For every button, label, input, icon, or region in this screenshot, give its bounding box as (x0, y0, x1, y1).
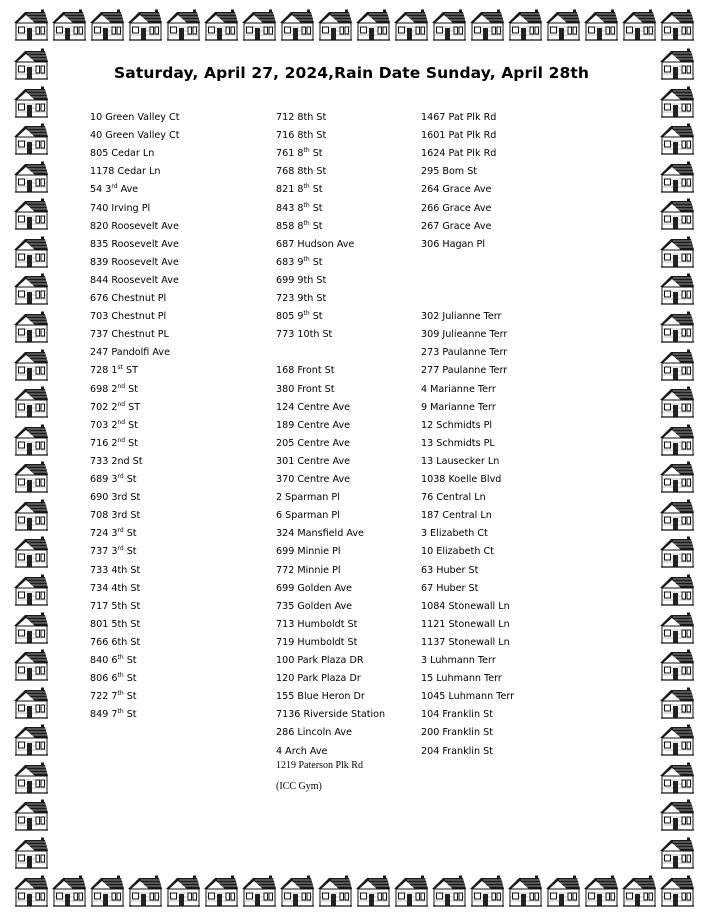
address-rest: ST (126, 365, 138, 377)
address-num: 689 (90, 474, 109, 485)
address-item: 40 Green Valley Ct (90, 130, 180, 142)
address-ord: 7 (111, 709, 118, 721)
house-icon (13, 273, 49, 305)
address-item: 1045 Luhmann Terr (421, 691, 515, 703)
house-icon (659, 349, 695, 381)
address-item: 120 Park Plaza Dr (276, 673, 361, 685)
address-item: 3 Luhmann Terr (421, 655, 496, 666)
address-sup: th (303, 255, 310, 263)
address-item (90, 399, 140, 417)
address-item (276, 200, 323, 218)
address-rest: St (312, 148, 323, 160)
address-num: 737 (90, 546, 109, 558)
house-icon (13, 837, 49, 869)
address-rest: St (312, 202, 323, 214)
house-icon (165, 875, 201, 907)
address-item: 1467 Pat Plk Rd (421, 112, 497, 123)
address-sup: rd (117, 472, 124, 480)
address-item (90, 652, 137, 670)
house-icon (13, 612, 49, 644)
address-item: 306 Hagan Pl (421, 238, 486, 250)
address-item: 309 Julieanne Terr (421, 329, 508, 341)
house-icon (13, 424, 49, 456)
house-icon (621, 875, 657, 907)
address-ord: 3 (111, 474, 118, 485)
address-sup: th (303, 219, 310, 227)
house-icon (13, 86, 49, 118)
address-item: 801 5th St (90, 618, 141, 630)
address-item: 200 Franklin St (421, 727, 493, 739)
house-icon (659, 9, 695, 41)
address-num: 54 (90, 184, 103, 196)
house-icon (13, 724, 49, 756)
address-rest: St (128, 383, 139, 395)
house-icon (13, 574, 49, 606)
address-ord: 3 (111, 528, 118, 540)
house-icon (659, 236, 695, 268)
address-sup: nd (117, 418, 126, 426)
address-sup: nd (117, 436, 126, 444)
house-icon (507, 9, 543, 41)
house-icon (13, 799, 49, 831)
address-item: 717 5th St (90, 600, 141, 612)
address-item (90, 417, 138, 435)
address-item: 733 4th St (90, 564, 141, 576)
house-icon (583, 875, 619, 907)
house-icon (13, 386, 49, 418)
house-icon (659, 875, 695, 907)
address-rest: St (312, 184, 323, 196)
address-item (90, 362, 138, 380)
address-num: 821 (276, 184, 295, 196)
address-item (90, 543, 137, 561)
address-item: 699 Golden Ave (276, 582, 353, 594)
address-item: 2 Sparman Pl (276, 492, 340, 504)
address-item: 124 Centre Ave (276, 401, 351, 413)
address-rest: St (312, 256, 323, 268)
house-icon (393, 875, 429, 907)
address-item: 699 9th St (276, 274, 327, 286)
address-sup: th (303, 147, 310, 154)
house-icon (659, 574, 695, 606)
house-icon (659, 461, 695, 493)
address-item: 773 10th St (276, 329, 333, 341)
address-rest: St (126, 546, 137, 558)
address-num: 805 (276, 311, 295, 323)
address-item: 844 Roosevelt Ave (90, 274, 179, 286)
address-item: 835 Roosevelt Ave (90, 238, 179, 250)
house-icon (127, 875, 163, 907)
address-ord: 2 (111, 401, 118, 413)
address-rest: ST (128, 401, 141, 413)
address-item: 267 Grace Ave (421, 220, 492, 232)
address-num: 722 (90, 691, 109, 703)
address-item: 712 8th St (276, 112, 327, 123)
address-item: 204 Franklin St (421, 745, 493, 757)
house-icon (659, 386, 695, 418)
address-sup: th (303, 201, 310, 209)
address-item: 7136 Riverside Station (276, 709, 386, 721)
house-icon (13, 311, 49, 343)
address-item: 713 Humboldt St (276, 618, 358, 630)
address-num: 683 (276, 256, 295, 268)
address-item: 839 Roosevelt Ave (90, 256, 179, 268)
address-rest: Ave (120, 184, 139, 196)
address-item: 189 Centre Ave (276, 419, 351, 431)
address-item: 3 Elizabeth Ct (421, 528, 488, 540)
house-icon (203, 875, 239, 907)
house-icon (659, 612, 695, 644)
address-ord: 2 (111, 419, 118, 431)
address-item (90, 525, 137, 543)
address-sup: th (303, 183, 310, 191)
address-item: 187 Central Ln (421, 510, 492, 522)
address-num: 702 (90, 401, 109, 413)
address-item: 716 8th St (276, 130, 327, 142)
address-rest: St (312, 311, 323, 323)
address-item: 302 Julianne Terr (421, 311, 502, 323)
house-icon (469, 9, 505, 41)
address-item: 380 Front St (276, 383, 335, 395)
address-num: 703 (90, 419, 109, 431)
address-item (90, 706, 137, 724)
address-item: 733 2nd St (90, 455, 143, 467)
address-item: 723 9th St (276, 293, 327, 304)
house-icon (13, 499, 49, 531)
house-icon (51, 9, 87, 41)
house-icon (659, 536, 695, 568)
address-item: 734 4th St (90, 582, 141, 594)
address-item: 63 Huber St (421, 564, 479, 576)
address-item: 301 Centre Ave (276, 455, 351, 467)
address-num: 806 (90, 673, 109, 685)
address-sup: th (303, 309, 310, 317)
address-item (90, 181, 138, 199)
address-item: 12 Schmidts Pl (421, 419, 493, 431)
address-item: 1624 Pat Plk Rd (421, 148, 497, 160)
address-item: 9 Marianne Terr (421, 401, 496, 413)
address-item: 768 8th St (276, 166, 327, 178)
house-icon (165, 9, 201, 41)
address-ord: 1 (111, 365, 118, 377)
address-item: 324 Mansfield Ave (276, 528, 364, 540)
address-num: 698 (90, 383, 109, 395)
address-sup: rd (117, 527, 124, 535)
address-item: 676 Chestnut Pl (90, 293, 167, 304)
address-item: 155 Blue Heron Dr (276, 691, 365, 703)
address-item (90, 688, 137, 706)
address-item (276, 308, 323, 326)
address-rest: St (126, 528, 137, 540)
address-item: 286 Lincoln Ave (276, 727, 352, 739)
house-icon (279, 875, 315, 907)
address-sup: th (117, 671, 124, 679)
address-item: 277 Paulanne Terr (421, 365, 508, 377)
house-icon (659, 724, 695, 756)
address-item: 15 Luhmann Terr (421, 673, 502, 685)
house-icon (659, 424, 695, 456)
address-item: 766 6th St (90, 636, 141, 648)
address-item: 205 Centre Ave (276, 437, 351, 449)
address-item: 13 Schmidts PL (421, 437, 495, 449)
address-item (90, 670, 137, 688)
address-item (90, 435, 138, 453)
house-icon (13, 875, 49, 907)
address-item: 1038 Koelle Blvd (421, 474, 502, 485)
address-item: 247 Pandolfi Ave (90, 347, 170, 359)
address-ord: 9 (297, 256, 304, 268)
address-item (90, 471, 137, 489)
address-rest: St (126, 655, 137, 666)
address-ord: 2 (111, 437, 118, 449)
address-num: 858 (276, 220, 295, 232)
address-ord: 3 (105, 184, 112, 196)
address-item: 4 Arch Ave (276, 745, 328, 757)
house-icon (51, 875, 87, 907)
address-ord: 7 (111, 691, 118, 703)
house-icon (317, 875, 353, 907)
address-item: 735 Golden Ave (276, 600, 353, 612)
address-item: 1178 Cedar Ln (90, 166, 161, 178)
address-item: 76 Central Ln (421, 492, 486, 504)
house-icon (659, 499, 695, 531)
page-title: Saturday, April 27, 2024,Rain Date Sunday, April 28th (114, 64, 589, 82)
address-ord: 8 (297, 202, 304, 214)
address-num: 849 (90, 709, 109, 721)
address-sup: nd (117, 400, 126, 408)
address-rest: St (128, 419, 139, 431)
address-rest: St (126, 709, 137, 721)
address-item: 6 Sparman Pl (276, 510, 340, 522)
house-icon (13, 236, 49, 268)
address-num: 843 (276, 202, 295, 214)
house-icon (469, 875, 505, 907)
house-icon (13, 649, 49, 681)
house-icon (659, 649, 695, 681)
address-item: 699 Minnie Pl (276, 546, 341, 558)
house-icon (13, 161, 49, 193)
address-item: 100 Park Plaza DR (276, 655, 364, 666)
address-item: 737 Chestnut PL (90, 329, 169, 341)
address-rest: St (126, 691, 137, 703)
address-item: 370 Centre Ave (276, 474, 351, 485)
house-icon (659, 198, 695, 230)
address-item: 104 Franklin St (421, 709, 493, 721)
address-rest: St (128, 437, 139, 449)
address-item: 772 Minnie Pl (276, 564, 341, 576)
address-sup: th (117, 653, 124, 661)
address-item: 273 Paulanne Terr (421, 347, 508, 359)
address-item: 805 Cedar Ln (90, 148, 155, 160)
address-ord: 2 (111, 383, 118, 395)
address-num: 724 (90, 528, 109, 540)
house-icon (659, 762, 695, 794)
address-item: 13 Lausecker Ln (421, 455, 500, 467)
address-item: 1121 Stonewall Ln (421, 618, 510, 630)
house-icon (355, 9, 391, 41)
house-icon (659, 86, 695, 118)
address-item: 266 Grace Ave (421, 202, 492, 214)
house-icon (127, 9, 163, 41)
house-icon (13, 461, 49, 493)
house-icon (13, 349, 49, 381)
house-icon (203, 9, 239, 41)
house-icon (659, 161, 695, 193)
address-item: 708 3rd St (90, 510, 141, 522)
house-icon (659, 311, 695, 343)
house-icon (431, 875, 467, 907)
address-item: 690 3rd St (90, 492, 141, 504)
house-icon (241, 9, 277, 41)
address-item: 703 Chestnut Pl (90, 311, 167, 323)
house-icon (13, 198, 49, 230)
address-num: 761 (276, 148, 295, 160)
address-item: 67 Huber St (421, 582, 479, 594)
address-item (276, 218, 323, 236)
address-item: 10 Elizabeth Ct (421, 546, 494, 558)
house-icon (659, 687, 695, 719)
house-icon (13, 762, 49, 794)
address-item: 168 Front St (276, 365, 335, 377)
address-item (90, 381, 138, 399)
house-icon (355, 875, 391, 907)
address-num: 840 (90, 655, 109, 666)
address-item (276, 145, 323, 163)
house-icon (659, 799, 695, 831)
icc-gym-note: (ICC Gym) (276, 781, 322, 792)
house-icon (89, 9, 125, 41)
address-rest: St (312, 220, 323, 232)
house-icon (507, 875, 543, 907)
address-item (276, 181, 323, 199)
address-rest: St (126, 474, 137, 485)
address-sup: rd (117, 545, 124, 553)
address-item: 820 Roosevelt Ave (90, 220, 179, 232)
house-icon (583, 9, 619, 41)
address-ord: 8 (297, 184, 304, 196)
address-sup: rd (111, 183, 118, 191)
address-sup: th (117, 690, 124, 697)
address-num: 716 (90, 437, 109, 449)
address-ord: 6 (111, 673, 118, 685)
house-icon (545, 875, 581, 907)
house-icon (621, 9, 657, 41)
house-icon (431, 9, 467, 41)
address-item: 719 Humboldt St (276, 636, 358, 648)
address-sup: th (117, 708, 124, 716)
address-ord: 9 (297, 311, 304, 323)
address-item: 264 Grace Ave (421, 184, 492, 196)
address-item: 687 Hudson Ave (276, 238, 355, 250)
house-icon (13, 687, 49, 719)
address-item: 4 Marianne Terr (421, 383, 496, 395)
address-item: 10 Green Valley Ct (90, 112, 180, 123)
paterson-address: 1219 Paterson Plk Rd (276, 760, 363, 771)
house-icon (89, 875, 125, 907)
house-icon (659, 837, 695, 869)
house-icon (393, 9, 429, 41)
house-icon (659, 123, 695, 155)
address-item: 1137 Stonewall Ln (421, 636, 510, 648)
address-item: 740 Irving Pl (90, 202, 151, 214)
address-item: 1084 Stonewall Ln (421, 600, 510, 612)
house-icon (317, 9, 353, 41)
address-ord: 6 (111, 655, 118, 666)
address-ord: 8 (297, 220, 304, 232)
address-num: 728 (90, 365, 109, 377)
house-icon (659, 273, 695, 305)
address-item (276, 254, 323, 272)
address-rest: St (126, 673, 137, 685)
address-sup: nd (117, 382, 126, 390)
house-icon (279, 9, 315, 41)
address-sup: st (117, 364, 123, 372)
house-icon (13, 9, 49, 41)
house-icon (13, 123, 49, 155)
house-icon (545, 9, 581, 41)
house-icon (13, 536, 49, 568)
address-ord: 3 (111, 546, 118, 558)
address-item: 295 Bom St (421, 166, 478, 178)
address-item: 1601 Pat Plk Rd (421, 130, 497, 142)
address-ord: 8 (297, 148, 304, 160)
house-icon (241, 875, 277, 907)
